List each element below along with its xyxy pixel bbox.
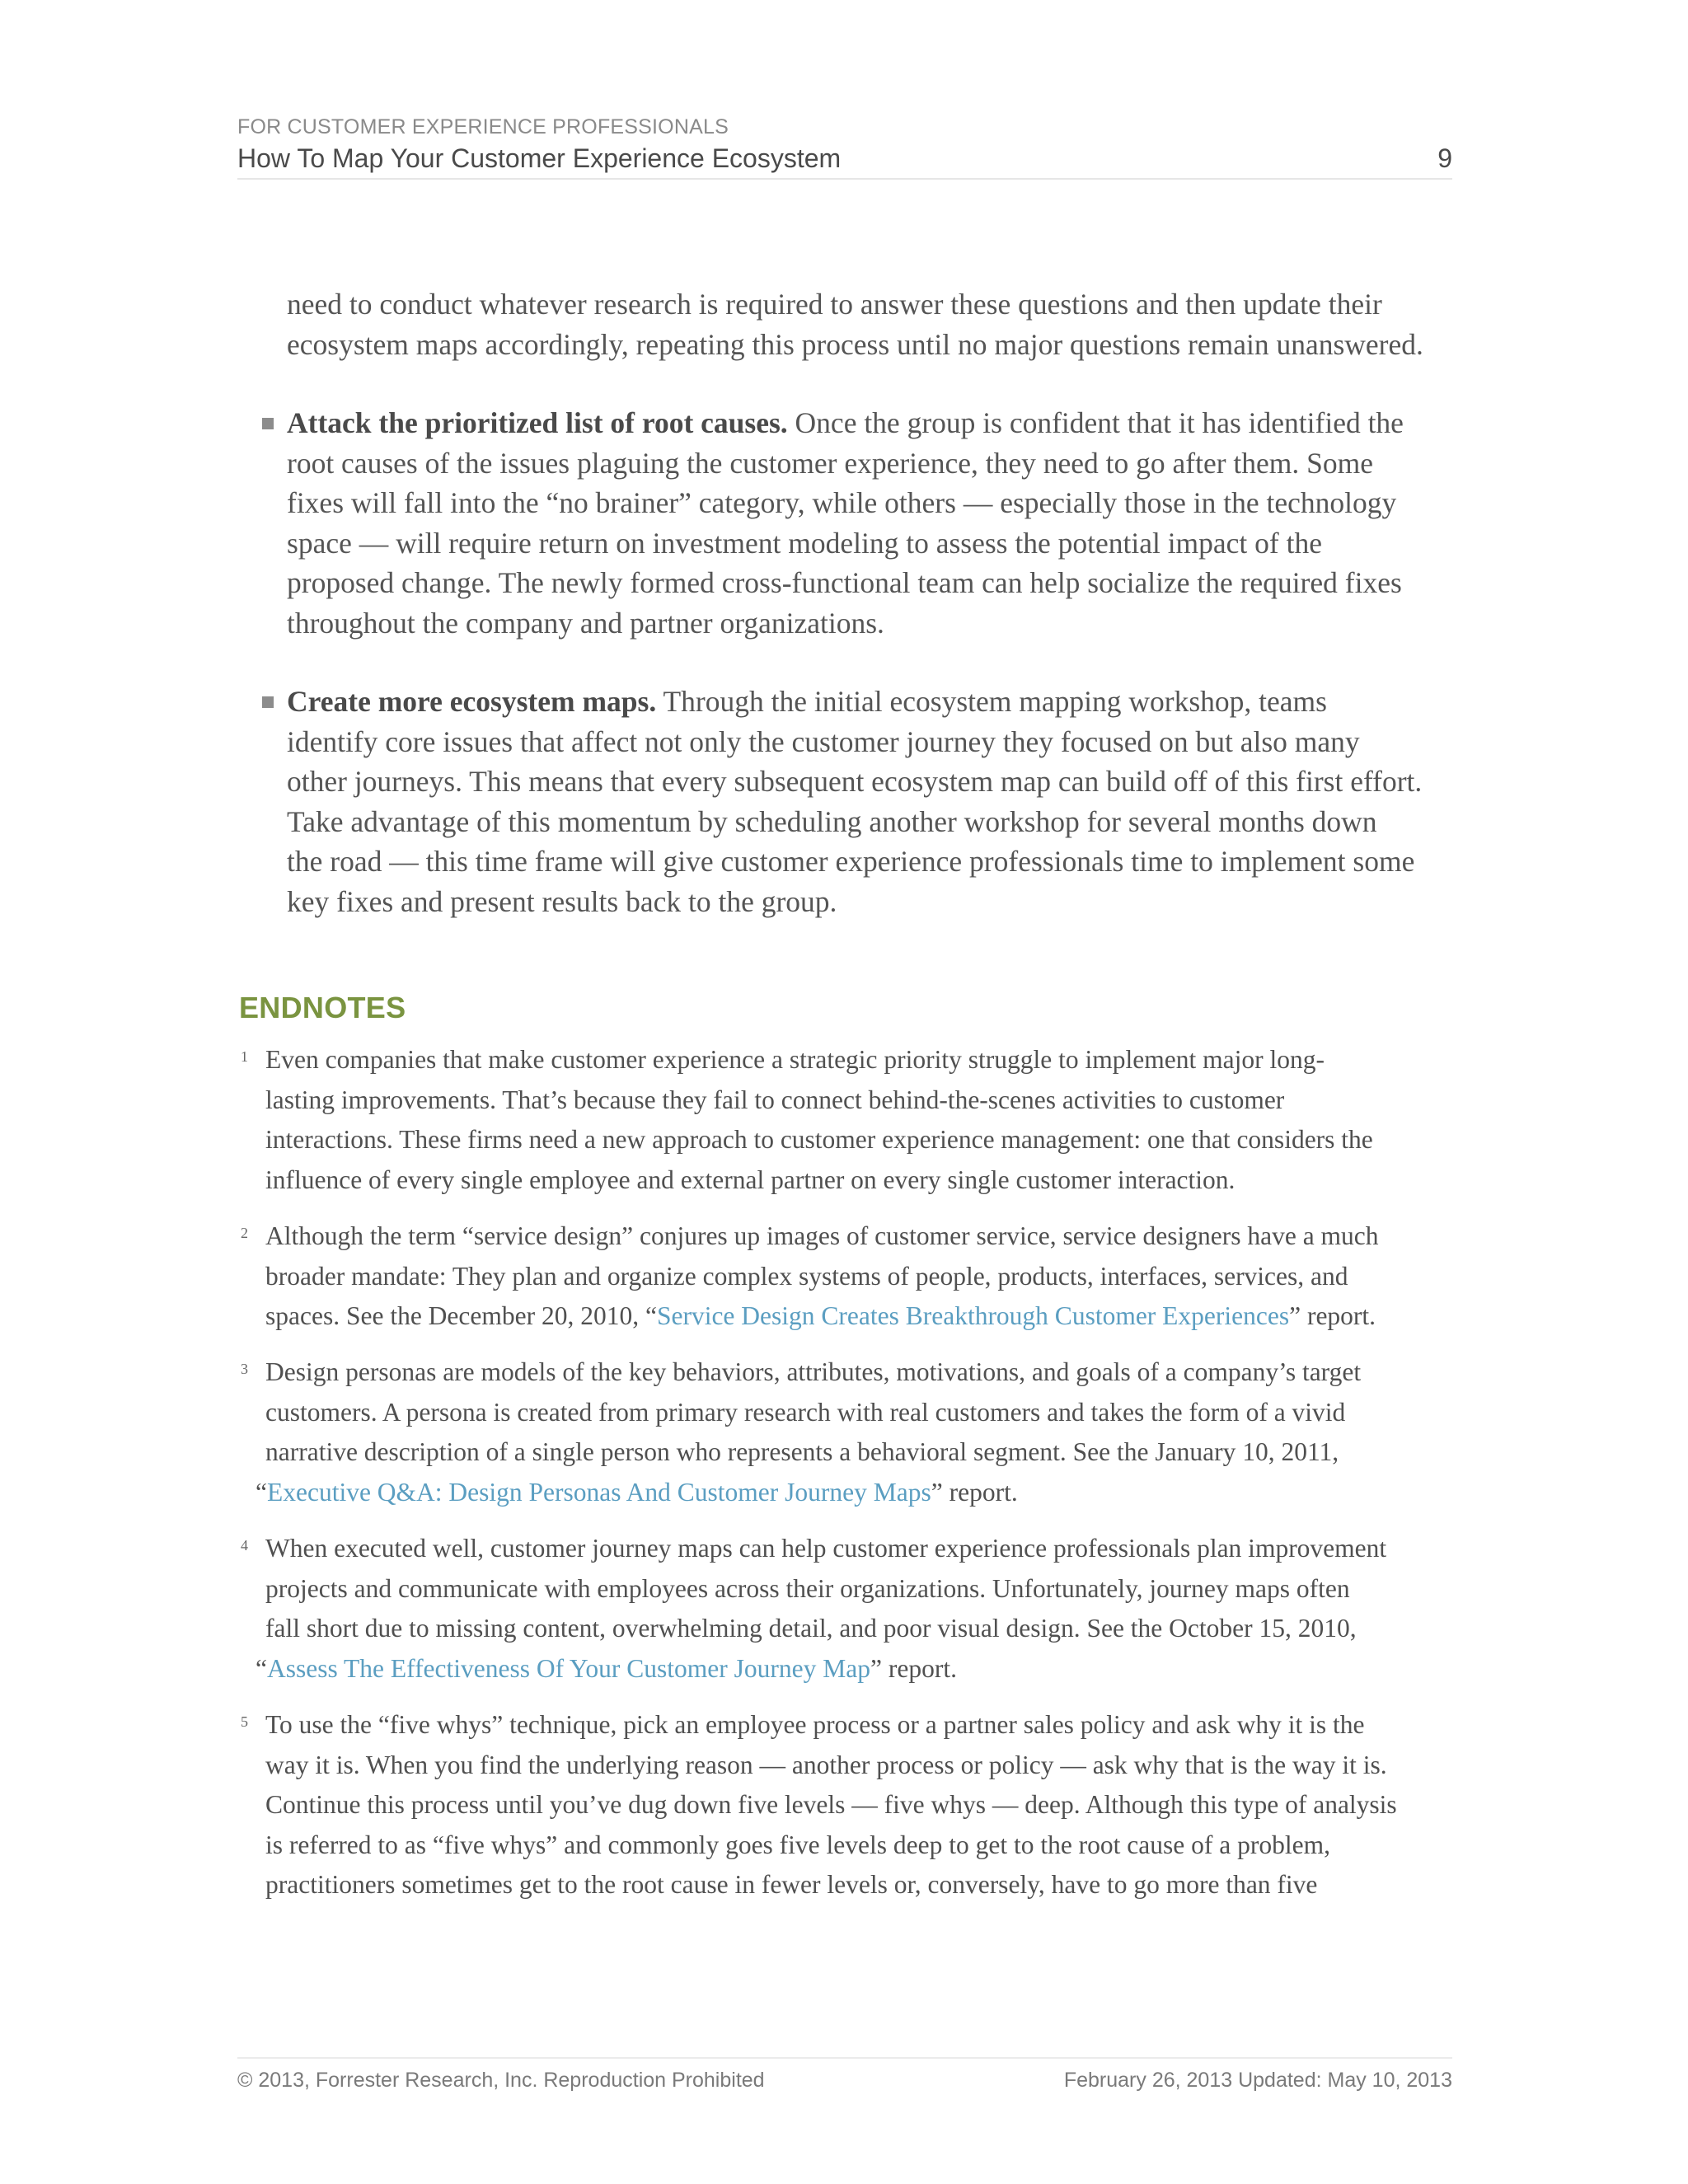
text-line: customers. A persona is created from primary research with real customers and takes the form of a vivid bbox=[265, 1397, 1346, 1427]
text-line: When executed well, customer journey maps can help customer experience professionals plan improvement bbox=[265, 1534, 1387, 1563]
endnote-number: 3 bbox=[241, 1361, 248, 1377]
text-line: throughout the company and partner organizations. bbox=[287, 606, 884, 640]
bullet-square-icon bbox=[262, 418, 274, 429]
text-line: Even companies that make customer experience a strategic priority struggle to implement major long- bbox=[265, 1045, 1325, 1074]
bullet-square-icon bbox=[262, 696, 274, 708]
text-line: Continue this process until you’ve dug down five levels — five whys — deep. Although this type of analysis bbox=[265, 1790, 1397, 1819]
page-footer bbox=[237, 2057, 1452, 2098]
text-line: need to conduct whatever research is required to answer these questions and then update their bbox=[287, 288, 1382, 321]
report-title: How To Map Your Customer Experience Ecosystem bbox=[237, 143, 842, 173]
report-link-journey-map[interactable]: Assess The Effectiveness Of Your Customer Journey Map bbox=[266, 1653, 870, 1683]
text-line: key fixes and present results back to the group. bbox=[287, 884, 837, 918]
bullet-lead: Attack the prioritized list of root causes. bbox=[287, 406, 788, 439]
endnote-4 bbox=[256, 1529, 1461, 1689]
text-line: ecosystem maps accordingly, repeating this process until no major questions remain unanswered. bbox=[287, 327, 1423, 361]
page-number: 9 bbox=[1437, 143, 1452, 173]
report-link-service-design[interactable]: Service Design Creates Breakthrough Customer Experiences bbox=[656, 1301, 1290, 1330]
endnote-number: 5 bbox=[241, 1713, 248, 1730]
endnote-number: 4 bbox=[241, 1537, 248, 1554]
text-line: Attack the prioritized list of root causes. Once the group is confident that it has identified the bbox=[287, 406, 1404, 439]
publication-date: February 26, 2013 Updated: May 10, 2013 bbox=[1063, 2069, 1452, 2092]
text-line: practitioners sometimes get to the root cause in fewer levels or, conversely, have to go more than five bbox=[265, 1870, 1318, 1899]
continuation-paragraph bbox=[287, 284, 1457, 364]
text-line: Design personas are models of the key behaviors, attributes, motivations, and goals of a company’s target bbox=[265, 1357, 1362, 1386]
endnote-2 bbox=[265, 1216, 1461, 1337]
text-line: is referred to as “five whys” and commonly goes five levels deep to get to the root cause of a problem, bbox=[265, 1830, 1330, 1859]
page-header bbox=[237, 115, 1452, 180]
endnote-1 bbox=[265, 1040, 1461, 1200]
text-line: interactions. These firms need a new approach to customer experience management: one that considers the bbox=[265, 1125, 1373, 1154]
bullet-item-root-causes bbox=[287, 403, 1457, 643]
endnote-3 bbox=[256, 1352, 1461, 1512]
text-line: narrative description of a single person who represents a behavioral segment. See the January 10, 2011, bbox=[265, 1437, 1339, 1466]
text-line: way it is. When you find the underlying reason — another process or policy — ask why that is the way it is. bbox=[265, 1750, 1387, 1779]
copyright-notice: © 2013, Forrester Research, Inc. Reproduction Prohibited bbox=[237, 2069, 765, 2092]
text-line: root causes of the issues plaguing the customer experience, they need to go after them. Some bbox=[287, 446, 1374, 480]
text-line: Although the term “service design” conjures up images of customer service, service designers have a much bbox=[265, 1221, 1379, 1250]
report-link-design-personas[interactable]: Executive Q&A: Design Personas And Customer Journey Maps bbox=[266, 1477, 931, 1507]
text-line: To use the “five whys” technique, pick an employee process or a partner sales policy and ask why it is the bbox=[265, 1710, 1365, 1739]
text-line: projects and communicate with employees across their organizations. Unfortunately, journey maps often bbox=[265, 1573, 1350, 1603]
endnote-5 bbox=[265, 1705, 1461, 1905]
bullet-lead: Create more ecosystem maps. bbox=[287, 685, 657, 718]
text-line: “Assess The Effectiveness Of Your Customer Journey Map” report. bbox=[256, 1653, 957, 1683]
text-line: fall short due to missing content, overwhelming detail, and poor visual design. See the October 15, 2010, bbox=[265, 1614, 1357, 1643]
endnote-number: 2 bbox=[241, 1225, 248, 1241]
text-line: other journeys. This means that every subsequent ecosystem map can build off of this first effort. bbox=[287, 765, 1423, 798]
endnote-number: 1 bbox=[241, 1048, 248, 1065]
bullet-item-more-maps bbox=[287, 682, 1457, 921]
text-line: Take advantage of this momentum by scheduling another workshop for several months down bbox=[287, 804, 1377, 838]
text-line: space — will require return on investment modeling to assess the potential impact of the bbox=[287, 526, 1322, 560]
text-line: spaces. See the December 20, 2010, “Service Design Creates Breakthrough Customer Experiences” report. bbox=[265, 1301, 1376, 1330]
text-line: fixes will fall into the “no brainer” category, while others — especially those in the technology bbox=[287, 486, 1397, 519]
text-line: proposed change. The newly formed cross-functional team can help socialize the required fixes bbox=[287, 566, 1402, 599]
header-kicker: FOR CUSTOMER EXPERIENCE PROFESSIONALS bbox=[237, 115, 729, 138]
text-line: “Executive Q&A: Design Personas And Customer Journey Maps” report. bbox=[256, 1477, 1018, 1507]
text-line: identify core issues that affect not only the customer journey they focused on but also many bbox=[287, 724, 1360, 758]
endnotes-heading: ENDNOTES bbox=[239, 991, 406, 1024]
text-line: influence of every single employee and external partner on every single customer interaction. bbox=[265, 1165, 1236, 1194]
text-line: the road — this time frame will give customer experience professionals time to implement some bbox=[287, 845, 1415, 878]
text-line: Create more ecosystem maps. Through the initial ecosystem mapping workshop, teams bbox=[287, 685, 1327, 718]
text-line: broader mandate: They plan and organize complex systems of people, products, interfaces, services, and bbox=[265, 1261, 1348, 1291]
text-line: lasting improvements. That’s because they fail to connect behind-the-scenes activities to customer bbox=[265, 1085, 1285, 1114]
